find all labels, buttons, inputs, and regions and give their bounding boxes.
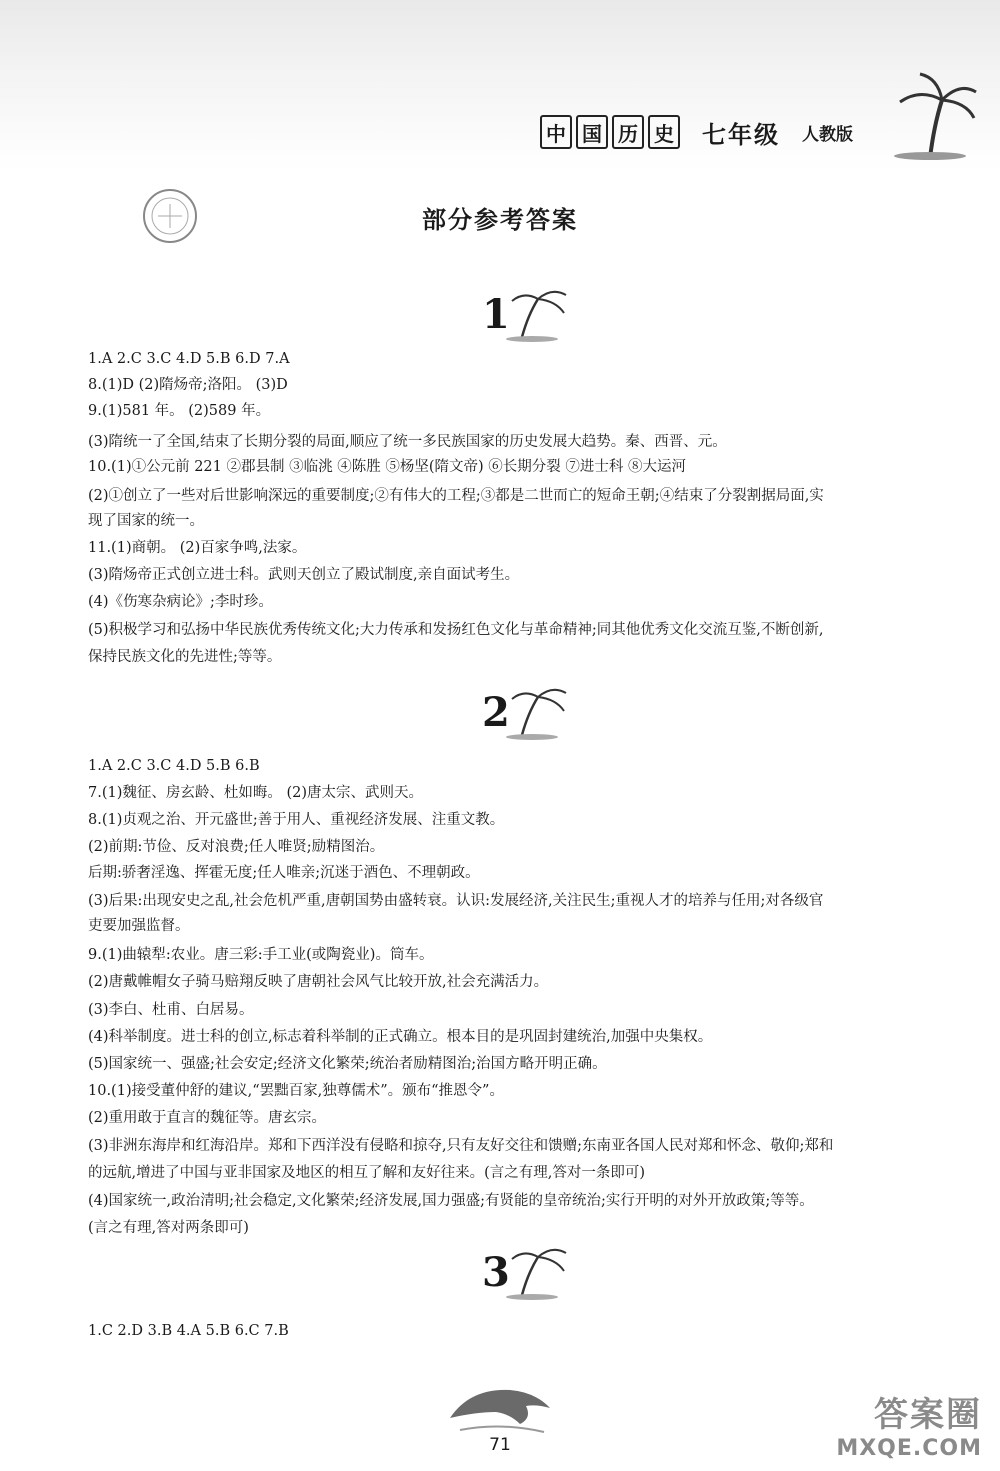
answer-line: 8.(1)贞观之治、开元盛世;善于用人、重视经济发展、注重文教。 bbox=[88, 812, 505, 828]
watermark bbox=[836, 1387, 982, 1461]
answer-line: (2)重用敢于直言的魏征等。唐玄宗。 bbox=[88, 1110, 327, 1126]
section-heading bbox=[470, 1243, 590, 1313]
page-number: 71 bbox=[489, 1435, 511, 1455]
brand-char: 中 bbox=[540, 115, 572, 149]
palm-tree-icon bbox=[504, 285, 574, 345]
answer-line: (5)积极学习和弘扬中华民族优秀传统文化;大力传承和发扬红色文化与革命精神;同其他优秀文化交流互鉴,不断创新, bbox=[88, 622, 824, 638]
answer-line: 1.A 2.C 3.C 4.D 5.B 6.D 7.A bbox=[88, 351, 290, 367]
grade-label: 七年级 bbox=[702, 119, 780, 149]
answer-line: 1.A 2.C 3.C 4.D 5.B 6.B bbox=[88, 758, 260, 774]
brand-char: 历 bbox=[612, 115, 644, 149]
answer-line: 吏要加强监督。 bbox=[88, 918, 190, 934]
answer-line: (3)隋炀帝正式创立进士科。武则天创立了殿试制度,亲自面试考生。 bbox=[88, 567, 520, 583]
edition-label: 人教版 bbox=[802, 124, 853, 145]
answer-line: 1.C 2.D 3.B 4.A 5.B 6.C 7.B bbox=[88, 1323, 289, 1339]
watermark-bottom: MXQE.COM bbox=[836, 1436, 982, 1461]
header-title bbox=[540, 112, 853, 152]
brand-logo bbox=[540, 115, 680, 149]
palm-tree-icon bbox=[504, 1243, 574, 1303]
section-number: 2 bbox=[482, 689, 510, 736]
section-number: 1 bbox=[482, 291, 510, 338]
answer-line: 的远航,增进了中国与亚非国家及地区的相互了解和友好往来。(言之有理,答对一条即可) bbox=[88, 1165, 646, 1181]
answer-line: 11.(1)商朝。 (2)百家争鸣,法家。 bbox=[88, 540, 307, 556]
brand-char: 史 bbox=[648, 115, 680, 149]
answer-line: (3)隋统一了全国,结束了长期分裂的局面,顺应了统一多民族国家的历史发展大趋势。秦、西晋、元。 bbox=[88, 434, 727, 450]
brand-char: 国 bbox=[576, 115, 608, 149]
answer-line: (2)唐戴帷帽女子骑马赔翔反映了唐朝社会风气比较开放,社会充满活力。 bbox=[88, 974, 549, 990]
section-heading bbox=[470, 683, 590, 753]
answer-line: (4)科举制度。进士科的创立,标志着科举制的正式确立。根本目的是巩固封建统治,加强中央集权。 bbox=[88, 1029, 713, 1045]
answer-line: (言之有理,答对两条即可) bbox=[88, 1220, 249, 1236]
palm-tree-icon bbox=[504, 683, 574, 743]
answer-line: (3)后果:出现安史之乱,社会危机严重,唐朝国势由盛转衰。认识:发展经济,关注民生;重视人才的培养与任用;对各级官 bbox=[88, 893, 824, 909]
answer-line: (2)①创立了一些对后世影响深远的重要制度;②有伟大的工程;③都是二世而亡的短命王朝;④结束了分裂割据局面,实 bbox=[88, 488, 824, 504]
answer-line: 现了国家的统一。 bbox=[88, 513, 204, 529]
answer-line: 7.(1)魏征、房玄龄、杜如晦。 (2)唐太宗、武则天。 bbox=[88, 785, 424, 801]
page-title: 部分参考答案 bbox=[422, 206, 578, 234]
answer-line: 10.(1)①公元前 221 ②郡县制 ③临洮 ④陈胜 ⑤杨坚(隋文帝) ⑥长期分裂 ⑦进士科 ⑧大运河 bbox=[88, 459, 686, 475]
answer-line: 保持民族文化的先进性;等等。 bbox=[88, 649, 282, 665]
dolphin-icon bbox=[440, 1378, 560, 1438]
answer-line: (2)前期:节俭、反对浪费;任人唯贤;励精图治。 bbox=[88, 839, 385, 855]
answer-line: 10.(1)接受董仲舒的建议,“罢黜百家,独尊儒术”。颁布“推恩令”。 bbox=[88, 1083, 504, 1099]
watermark-top: 答案圈 bbox=[874, 1395, 982, 1435]
answer-line: (5)国家统一、强盛;社会安定;经济文化繁荣;统治者励精图治;治国方略开明正确。 bbox=[88, 1056, 607, 1072]
answer-line: (3)李白、杜甫、白居易。 bbox=[88, 1002, 254, 1018]
answer-line: 后期:骄奢淫逸、挥霍无度;任人唯亲;沉迷于酒色、不理朝政。 bbox=[88, 865, 480, 881]
section-number: 3 bbox=[482, 1249, 510, 1296]
answer-line: (4)国家统一,政治清明;社会稳定,文化繁荣;经济发展,国力强盛;有贤能的皇帝统治;实行开明的对外开放政策;等等。 bbox=[88, 1193, 814, 1209]
answer-line: (3)非洲东海岸和红海沿岸。郑和下西洋没有侵略和掠夺,只有友好交往和馈赠;东南亚各国人民对郑和怀念、敬仰;郑和 bbox=[88, 1138, 834, 1154]
answer-line: 8.(1)D (2)隋炀帝;洛阳。 (3)D bbox=[88, 377, 288, 393]
answer-line: (4)《伤寒杂病论》;李时珍。 bbox=[88, 594, 273, 610]
answer-line: 9.(1)曲辕犁:农业。唐三彩:手工业(或陶瓷业)。筒车。 bbox=[88, 947, 434, 963]
section-heading bbox=[470, 285, 590, 355]
palm-tree-icon bbox=[890, 70, 980, 160]
answer-line: 9.(1)581 年。 (2)589 年。 bbox=[88, 403, 271, 419]
